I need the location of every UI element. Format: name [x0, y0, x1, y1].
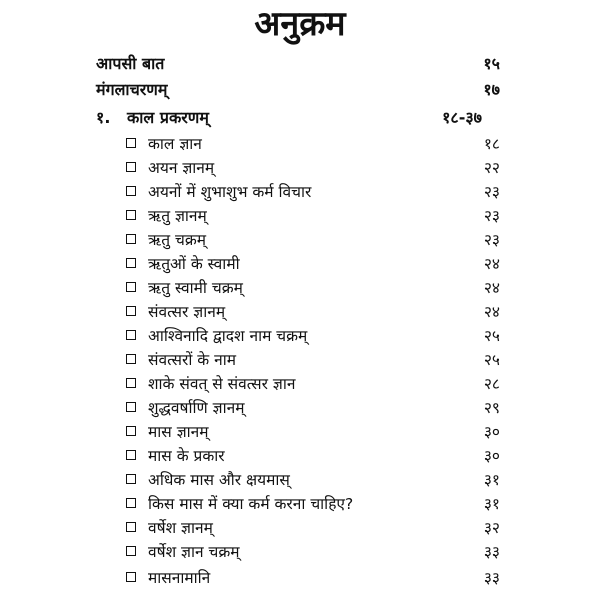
- toc-item: [0, 204, 600, 228]
- checkbox-square-icon: [126, 138, 136, 148]
- checkbox-square-icon: [126, 572, 136, 582]
- checkbox-square-icon: [126, 306, 136, 316]
- toc-item: [0, 372, 600, 396]
- section-page-range: १८-३७: [442, 108, 482, 127]
- toc-item-label: अयन ज्ञानम्: [148, 159, 215, 177]
- checkbox-square-icon: [126, 234, 136, 244]
- toc-item: [0, 252, 600, 276]
- checkbox-square-icon: [126, 282, 136, 292]
- toc-item-label: संवत्सरों के नाम: [148, 351, 237, 369]
- toc-item-page: ३१: [483, 495, 500, 513]
- toc-item-page: १८: [483, 135, 500, 153]
- toc-item-label: ऋतु चक्रम्: [148, 231, 206, 249]
- toc-item-label: आश्विनादि द्वादश नाम चक्रम्: [148, 327, 308, 345]
- toc-item: [0, 516, 600, 540]
- toc-item: [0, 228, 600, 252]
- section-number: १.: [96, 108, 111, 127]
- toc-item-page: ३३: [483, 543, 500, 561]
- toc-item-page: २४: [483, 255, 500, 273]
- toc-item-page: ३३: [483, 569, 500, 587]
- checkbox-square-icon: [126, 354, 136, 364]
- checkbox-square-icon: [126, 522, 136, 532]
- toc-item: [0, 540, 600, 564]
- toc-item-page: ३१: [483, 471, 500, 489]
- toc-item-label: संवत्सर ज्ञानम्: [148, 303, 226, 321]
- toc-item: [0, 396, 600, 420]
- toc-item-page: २४: [483, 303, 500, 321]
- checkbox-square-icon: [126, 258, 136, 268]
- toc-item-page: २३: [483, 207, 500, 225]
- toc-item-label: वर्षेश ज्ञानम्: [148, 519, 213, 537]
- checkbox-square-icon: [126, 210, 136, 220]
- toc-item: [0, 156, 600, 180]
- toc-item-label: ऋतुओं के स्वामी: [148, 255, 240, 273]
- toc-item: [0, 132, 600, 156]
- toc-item-label: अयनों में शुभाशुभ कर्म विचार: [148, 183, 312, 201]
- checkbox-square-icon: [126, 498, 136, 508]
- toc-item-label: शाके संवत् से संवत्सर ज्ञान: [148, 375, 296, 393]
- toc-item-page: २४: [483, 279, 500, 297]
- toc-item-label: मास ज्ञानम्: [148, 423, 209, 441]
- toc-item-page: २३: [483, 183, 500, 201]
- toc-item: [0, 420, 600, 444]
- checkbox-square-icon: [126, 546, 136, 556]
- checkbox-square-icon: [126, 378, 136, 388]
- checkbox-square-icon: [126, 402, 136, 412]
- toc-item-page: २२: [483, 159, 500, 177]
- checkbox-square-icon: [126, 450, 136, 460]
- toc-item-page: २५: [483, 351, 500, 369]
- toc-item-page: २५: [483, 327, 500, 345]
- toc-item-label: काल ज्ञान: [148, 135, 202, 153]
- page-title: अनुक्रम: [254, 4, 346, 44]
- toc-item-label: मासनामानि: [148, 569, 211, 587]
- toc-item-page: ३२: [483, 519, 500, 537]
- toc-item-label: शुद्धवर्षाणि ज्ञानम्: [148, 399, 245, 417]
- toc-item-page: २८: [483, 375, 500, 393]
- toc-entry-page: १७: [483, 80, 500, 99]
- toc-item-label: अधिक मास और क्षयमास्: [148, 471, 290, 489]
- toc-item-label: मास के प्रकार: [148, 447, 225, 465]
- checkbox-square-icon: [126, 426, 136, 436]
- toc-item: [0, 324, 600, 348]
- toc-item: [0, 276, 600, 300]
- toc-entry: [0, 78, 600, 102]
- checkbox-square-icon: [126, 186, 136, 196]
- checkbox-square-icon: [126, 474, 136, 484]
- toc-item-page: ३०: [483, 423, 500, 441]
- toc-item: [0, 348, 600, 372]
- section-label: काल प्रकरणम्: [127, 108, 209, 127]
- toc-item-page: ३०: [483, 447, 500, 465]
- toc-entry-page: १५: [483, 54, 500, 73]
- toc-item: [0, 492, 600, 516]
- checkbox-square-icon: [126, 162, 136, 172]
- toc-item-page: २९: [483, 399, 500, 417]
- toc-section: [0, 106, 600, 130]
- checkbox-square-icon: [126, 330, 136, 340]
- toc-item: [0, 566, 600, 590]
- toc-item-label: किस मास में क्या कर्म करना चाहिए?: [148, 495, 354, 513]
- toc-item: [0, 468, 600, 492]
- toc-item: [0, 444, 600, 468]
- toc-item: [0, 300, 600, 324]
- toc-item-label: वर्षेश ज्ञान चक्रम्: [148, 543, 240, 561]
- toc-entry-label: मंगलाचरणम्: [96, 80, 168, 99]
- toc-item-page: २३: [483, 231, 500, 249]
- toc-item-label: ऋतु स्वामी चक्रम्: [148, 279, 243, 297]
- toc-entry-label: आपसी बात: [96, 54, 165, 73]
- toc-entry: [0, 52, 600, 76]
- toc-item-label: ऋतु ज्ञानम्: [148, 207, 207, 225]
- toc-item: [0, 180, 600, 204]
